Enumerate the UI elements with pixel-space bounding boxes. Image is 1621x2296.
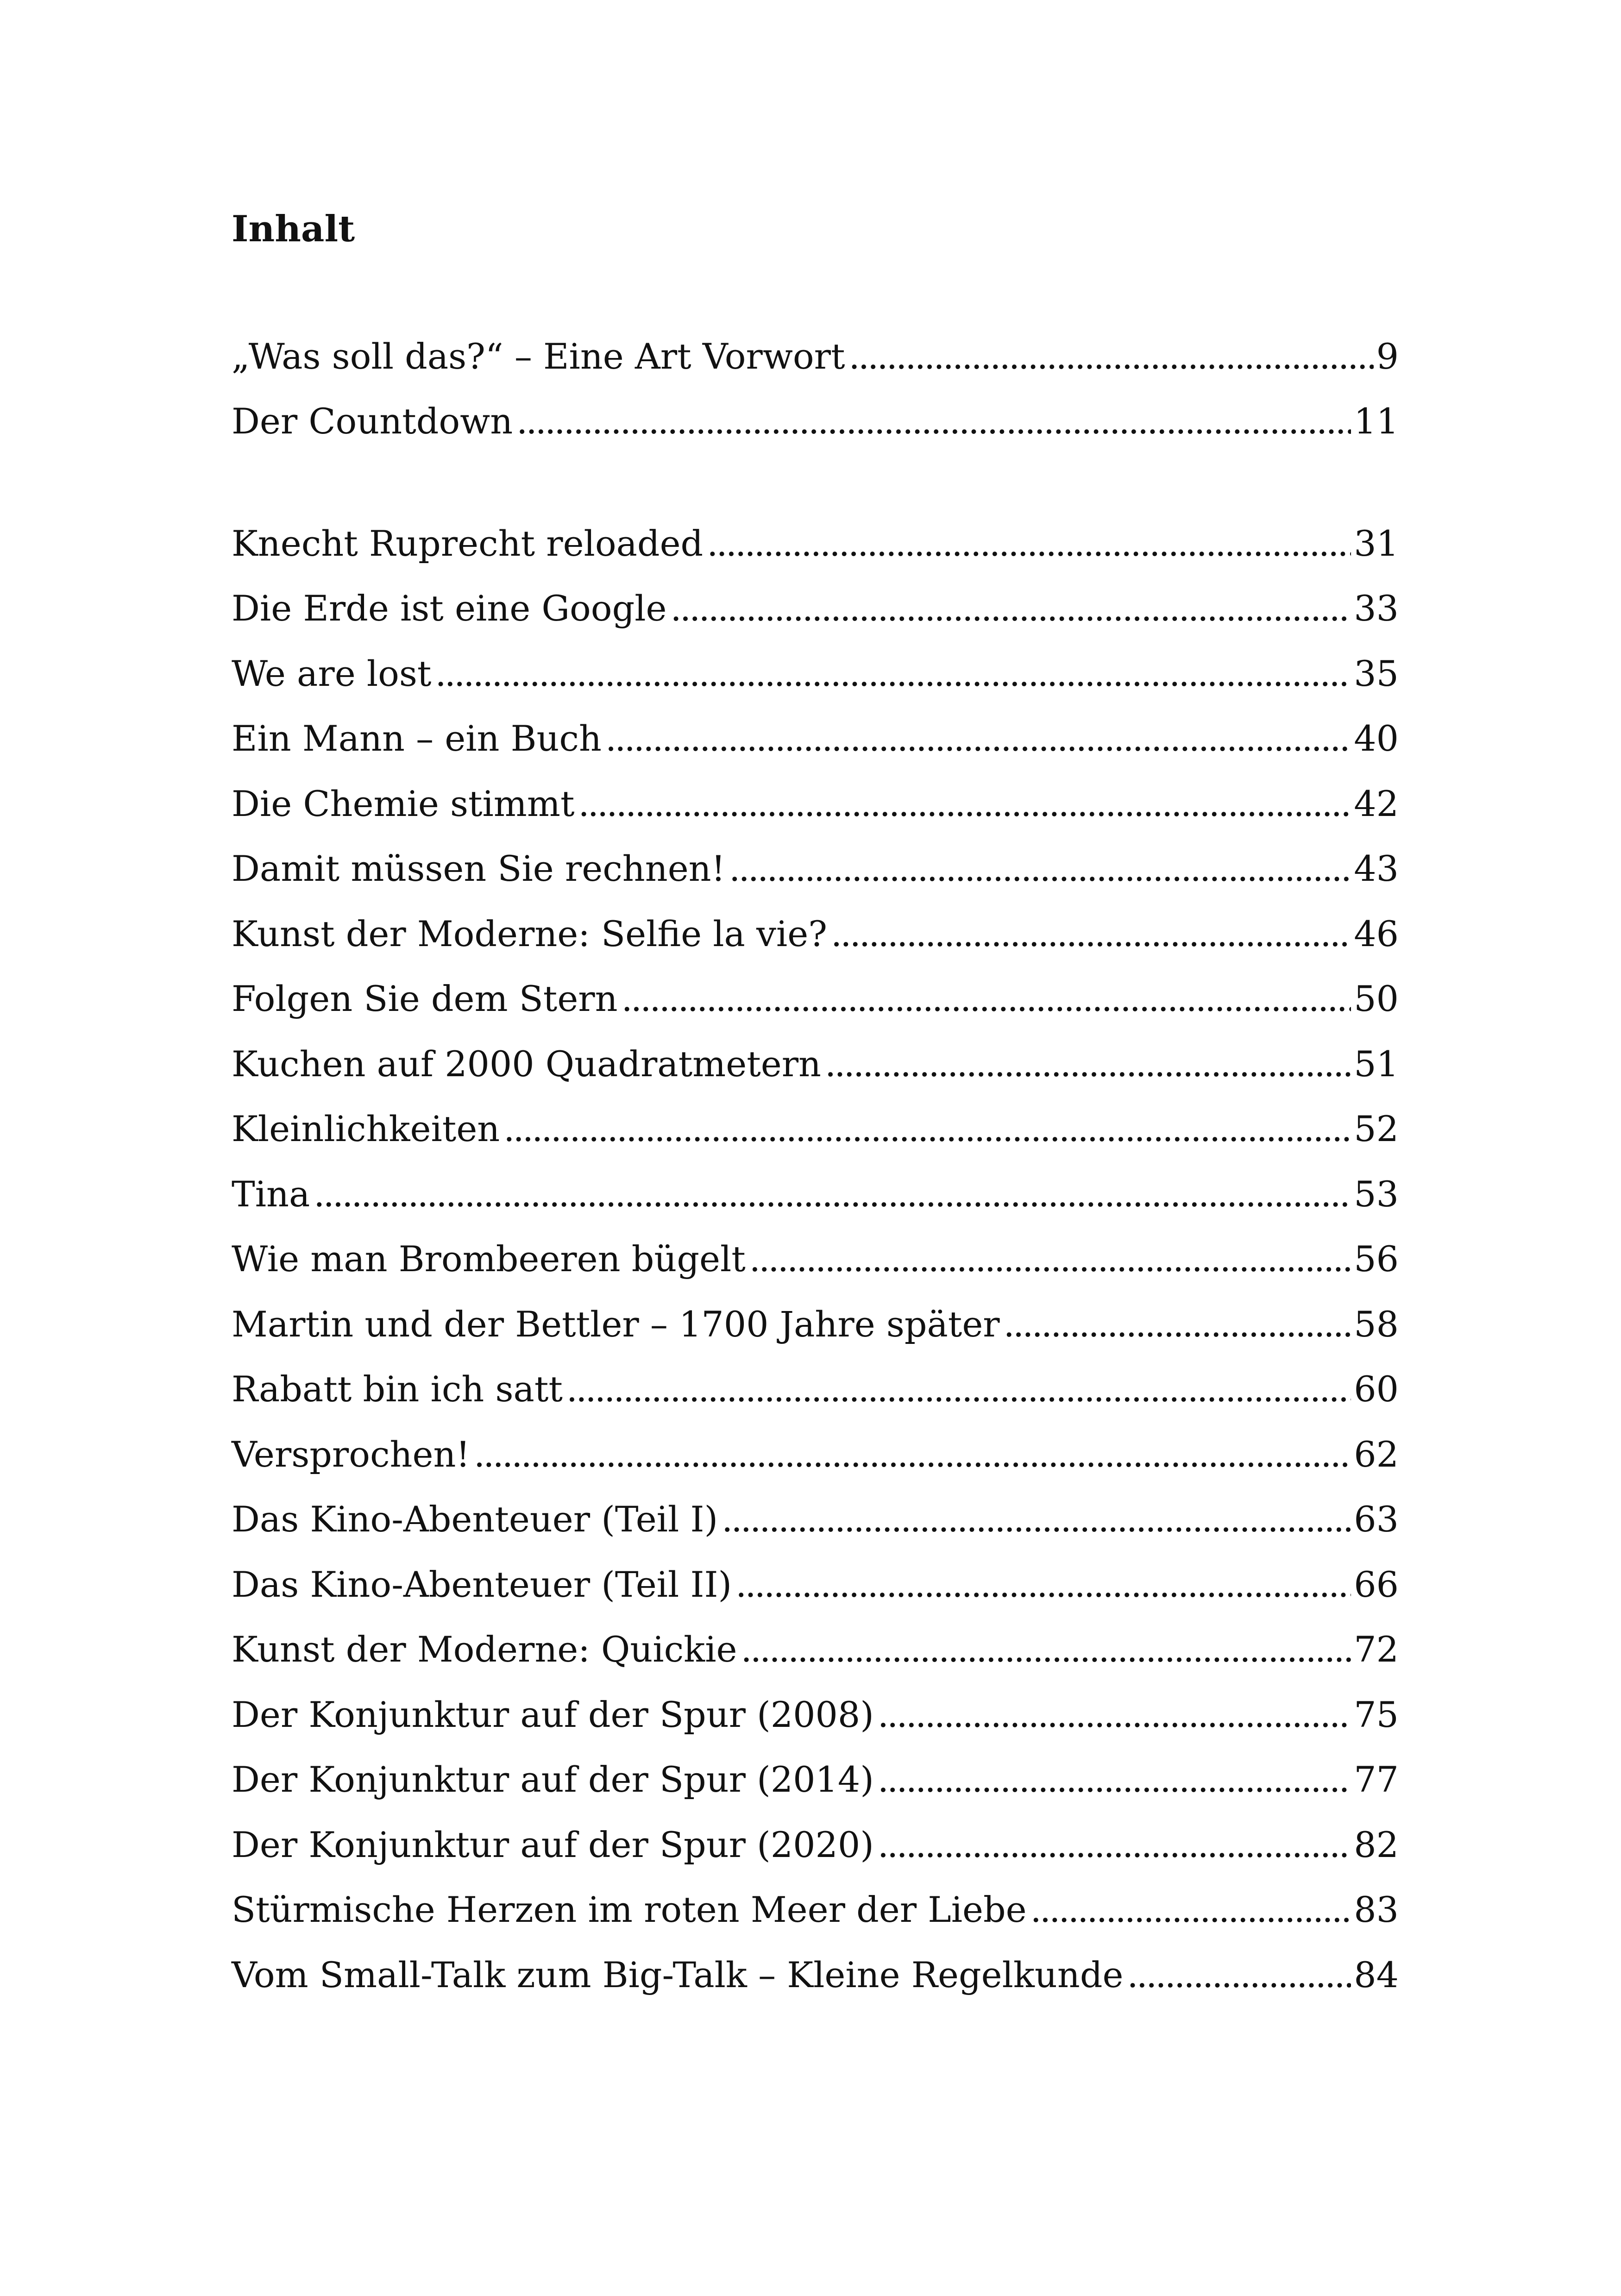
toc-entry-title: Kunst der Moderne: Quickie	[232, 1629, 737, 1670]
toc-entry[interactable]	[232, 1747, 1399, 1813]
toc-entry-title: Kunst der Moderne: Selfie la vie?	[232, 913, 827, 954]
toc-entry[interactable]	[232, 1292, 1399, 1357]
toc-entry-title: Kuchen auf 2000 Quadratmetern	[232, 1043, 821, 1085]
toc-dot-leader	[435, 641, 1351, 706]
toc-dot-leader	[707, 511, 1351, 576]
toc-page-number: 51	[1354, 1043, 1399, 1085]
toc-entry[interactable]	[232, 641, 1399, 707]
toc-dot-leader	[503, 1097, 1351, 1161]
toc-entry-title: Kleinlichkeiten	[232, 1108, 500, 1149]
toc-entry[interactable]	[232, 1552, 1399, 1618]
toc-dot-leader	[314, 1162, 1351, 1227]
toc-dot-leader	[878, 1747, 1351, 1812]
toc-dot-leader	[831, 902, 1351, 966]
toc-page-number: 60	[1354, 1368, 1399, 1410]
toc-dot-leader	[566, 1357, 1351, 1422]
toc-page-number: 62	[1354, 1433, 1399, 1475]
toc-entry[interactable]	[232, 902, 1399, 967]
toc-page-number: 83	[1354, 1889, 1399, 1930]
toc-dot-leader	[1004, 1292, 1351, 1357]
toc-page-number: 43	[1354, 848, 1399, 889]
toc-page-number: 31	[1354, 523, 1399, 564]
toc-dot-leader	[722, 1487, 1351, 1552]
toc-entry-title: Die Chemie stimmt	[232, 783, 575, 824]
toc-entry[interactable]	[232, 1032, 1399, 1097]
toc-entry-title: Folgen Sie dem Stern	[232, 978, 618, 1019]
toc-entry[interactable]	[232, 1227, 1399, 1292]
toc-dot-leader	[741, 1617, 1351, 1682]
toc-page-number: 66	[1354, 1563, 1399, 1605]
toc-dot-leader	[516, 389, 1351, 454]
toc-entry[interactable]	[232, 772, 1399, 837]
toc-dot-leader	[729, 836, 1351, 901]
toc-entry[interactable]	[232, 576, 1399, 641]
toc-entry[interactable]	[232, 1097, 1399, 1162]
toc-entry[interactable]	[232, 966, 1399, 1032]
toc-entry-title: Rabatt bin ich satt	[232, 1368, 563, 1410]
toc-entry-title: Der Konjunktur auf der Spur (2008)	[232, 1694, 874, 1735]
toc-entry-title: Ein Mann – ein Buch	[232, 718, 602, 759]
toc-dot-leader	[735, 1552, 1351, 1617]
toc-entry[interactable]	[232, 389, 1399, 454]
toc-entry-title: Martin und der Bettler – 1700 Jahre später	[232, 1303, 1000, 1345]
toc-entry[interactable]	[232, 1877, 1399, 1943]
toc-entry[interactable]	[232, 1422, 1399, 1487]
toc-entry-title: Vom Small-Talk zum Big-Talk – Kleine Regelkunde	[232, 1954, 1124, 1995]
toc-page-number: 52	[1354, 1108, 1399, 1149]
toc-page-number: 11	[1354, 401, 1399, 442]
toc-entry-title: Der Konjunktur auf der Spur (2020)	[232, 1824, 874, 1865]
toc-entry-title: Wie man Brombeeren bügelt	[232, 1238, 746, 1280]
toc-page-number: 53	[1354, 1173, 1399, 1215]
toc-page-number: 75	[1354, 1694, 1399, 1735]
toc-page-number: 42	[1354, 783, 1399, 824]
toc-entry[interactable]	[232, 324, 1399, 389]
toc-group-chapters	[232, 511, 1399, 2007]
toc-entry[interactable]	[232, 1943, 1399, 2008]
toc-entry[interactable]	[232, 1162, 1399, 1227]
toc-page-number: 9	[1376, 336, 1399, 377]
toc-entry-title: Der Countdown	[232, 401, 513, 442]
toc-dot-leader	[1030, 1877, 1351, 1942]
toc-entry[interactable]	[232, 1487, 1399, 1552]
toc-dot-leader	[849, 324, 1374, 389]
toc-entry[interactable]	[232, 836, 1399, 902]
toc-entry-title: Damit müssen Sie rechnen!	[232, 848, 726, 889]
toc-page-number: 77	[1354, 1759, 1399, 1800]
toc-page-number: 33	[1354, 588, 1399, 629]
toc-entry-title: Das Kino-Abenteuer (Teil II)	[232, 1563, 732, 1605]
toc-dot-leader	[671, 576, 1351, 641]
toc-entry-title: Das Kino-Abenteuer (Teil I)	[232, 1499, 718, 1540]
toc-entry[interactable]	[232, 1813, 1399, 1878]
toc-dot-leader	[605, 706, 1351, 771]
toc-dot-leader	[474, 1422, 1351, 1487]
toc-dot-leader	[878, 1682, 1351, 1747]
toc-entry-title: We are lost	[232, 652, 432, 694]
toc-entry-title: Die Erde ist eine Google	[232, 588, 667, 629]
toc-entry[interactable]	[232, 1682, 1399, 1748]
toc-dot-leader	[622, 966, 1351, 1031]
toc-entry-title: Stürmische Herzen im roten Meer der Liebe	[232, 1889, 1027, 1930]
toc-entry[interactable]	[232, 1617, 1399, 1682]
toc-entry[interactable]	[232, 511, 1399, 576]
toc-page-number: 50	[1354, 978, 1399, 1019]
toc-entry[interactable]	[232, 1357, 1399, 1422]
toc-entry-title: Versprochen!	[232, 1433, 470, 1475]
toc-entry-title: Tina	[232, 1173, 310, 1215]
toc-entry-title: Der Konjunktur auf der Spur (2014)	[232, 1759, 874, 1800]
toc-dot-leader	[878, 1813, 1351, 1877]
toc-page-number: 46	[1354, 913, 1399, 954]
toc-page-number: 63	[1354, 1499, 1399, 1540]
toc-page-number: 56	[1354, 1238, 1399, 1280]
toc-page-number: 35	[1354, 652, 1399, 694]
toc-page-number: 72	[1354, 1629, 1399, 1670]
toc-entry-title: Knecht Ruprecht reloaded	[232, 523, 704, 564]
toc-page-number: 82	[1354, 1824, 1399, 1865]
toc-group-front-matter	[232, 324, 1399, 454]
toc-dot-leader	[578, 772, 1351, 836]
toc-dot-leader	[1127, 1943, 1351, 2007]
page-title: Inhalt	[232, 208, 355, 250]
toc-page-number: 84	[1354, 1954, 1399, 1995]
toc-dot-leader	[749, 1227, 1351, 1292]
toc-page-number: 58	[1354, 1303, 1399, 1345]
toc-entry[interactable]	[232, 706, 1399, 772]
toc-dot-leader	[825, 1032, 1351, 1097]
toc-page-number: 40	[1354, 718, 1399, 759]
toc-entry-title: „Was soll das?“ – Eine Art Vorwort	[232, 336, 845, 377]
